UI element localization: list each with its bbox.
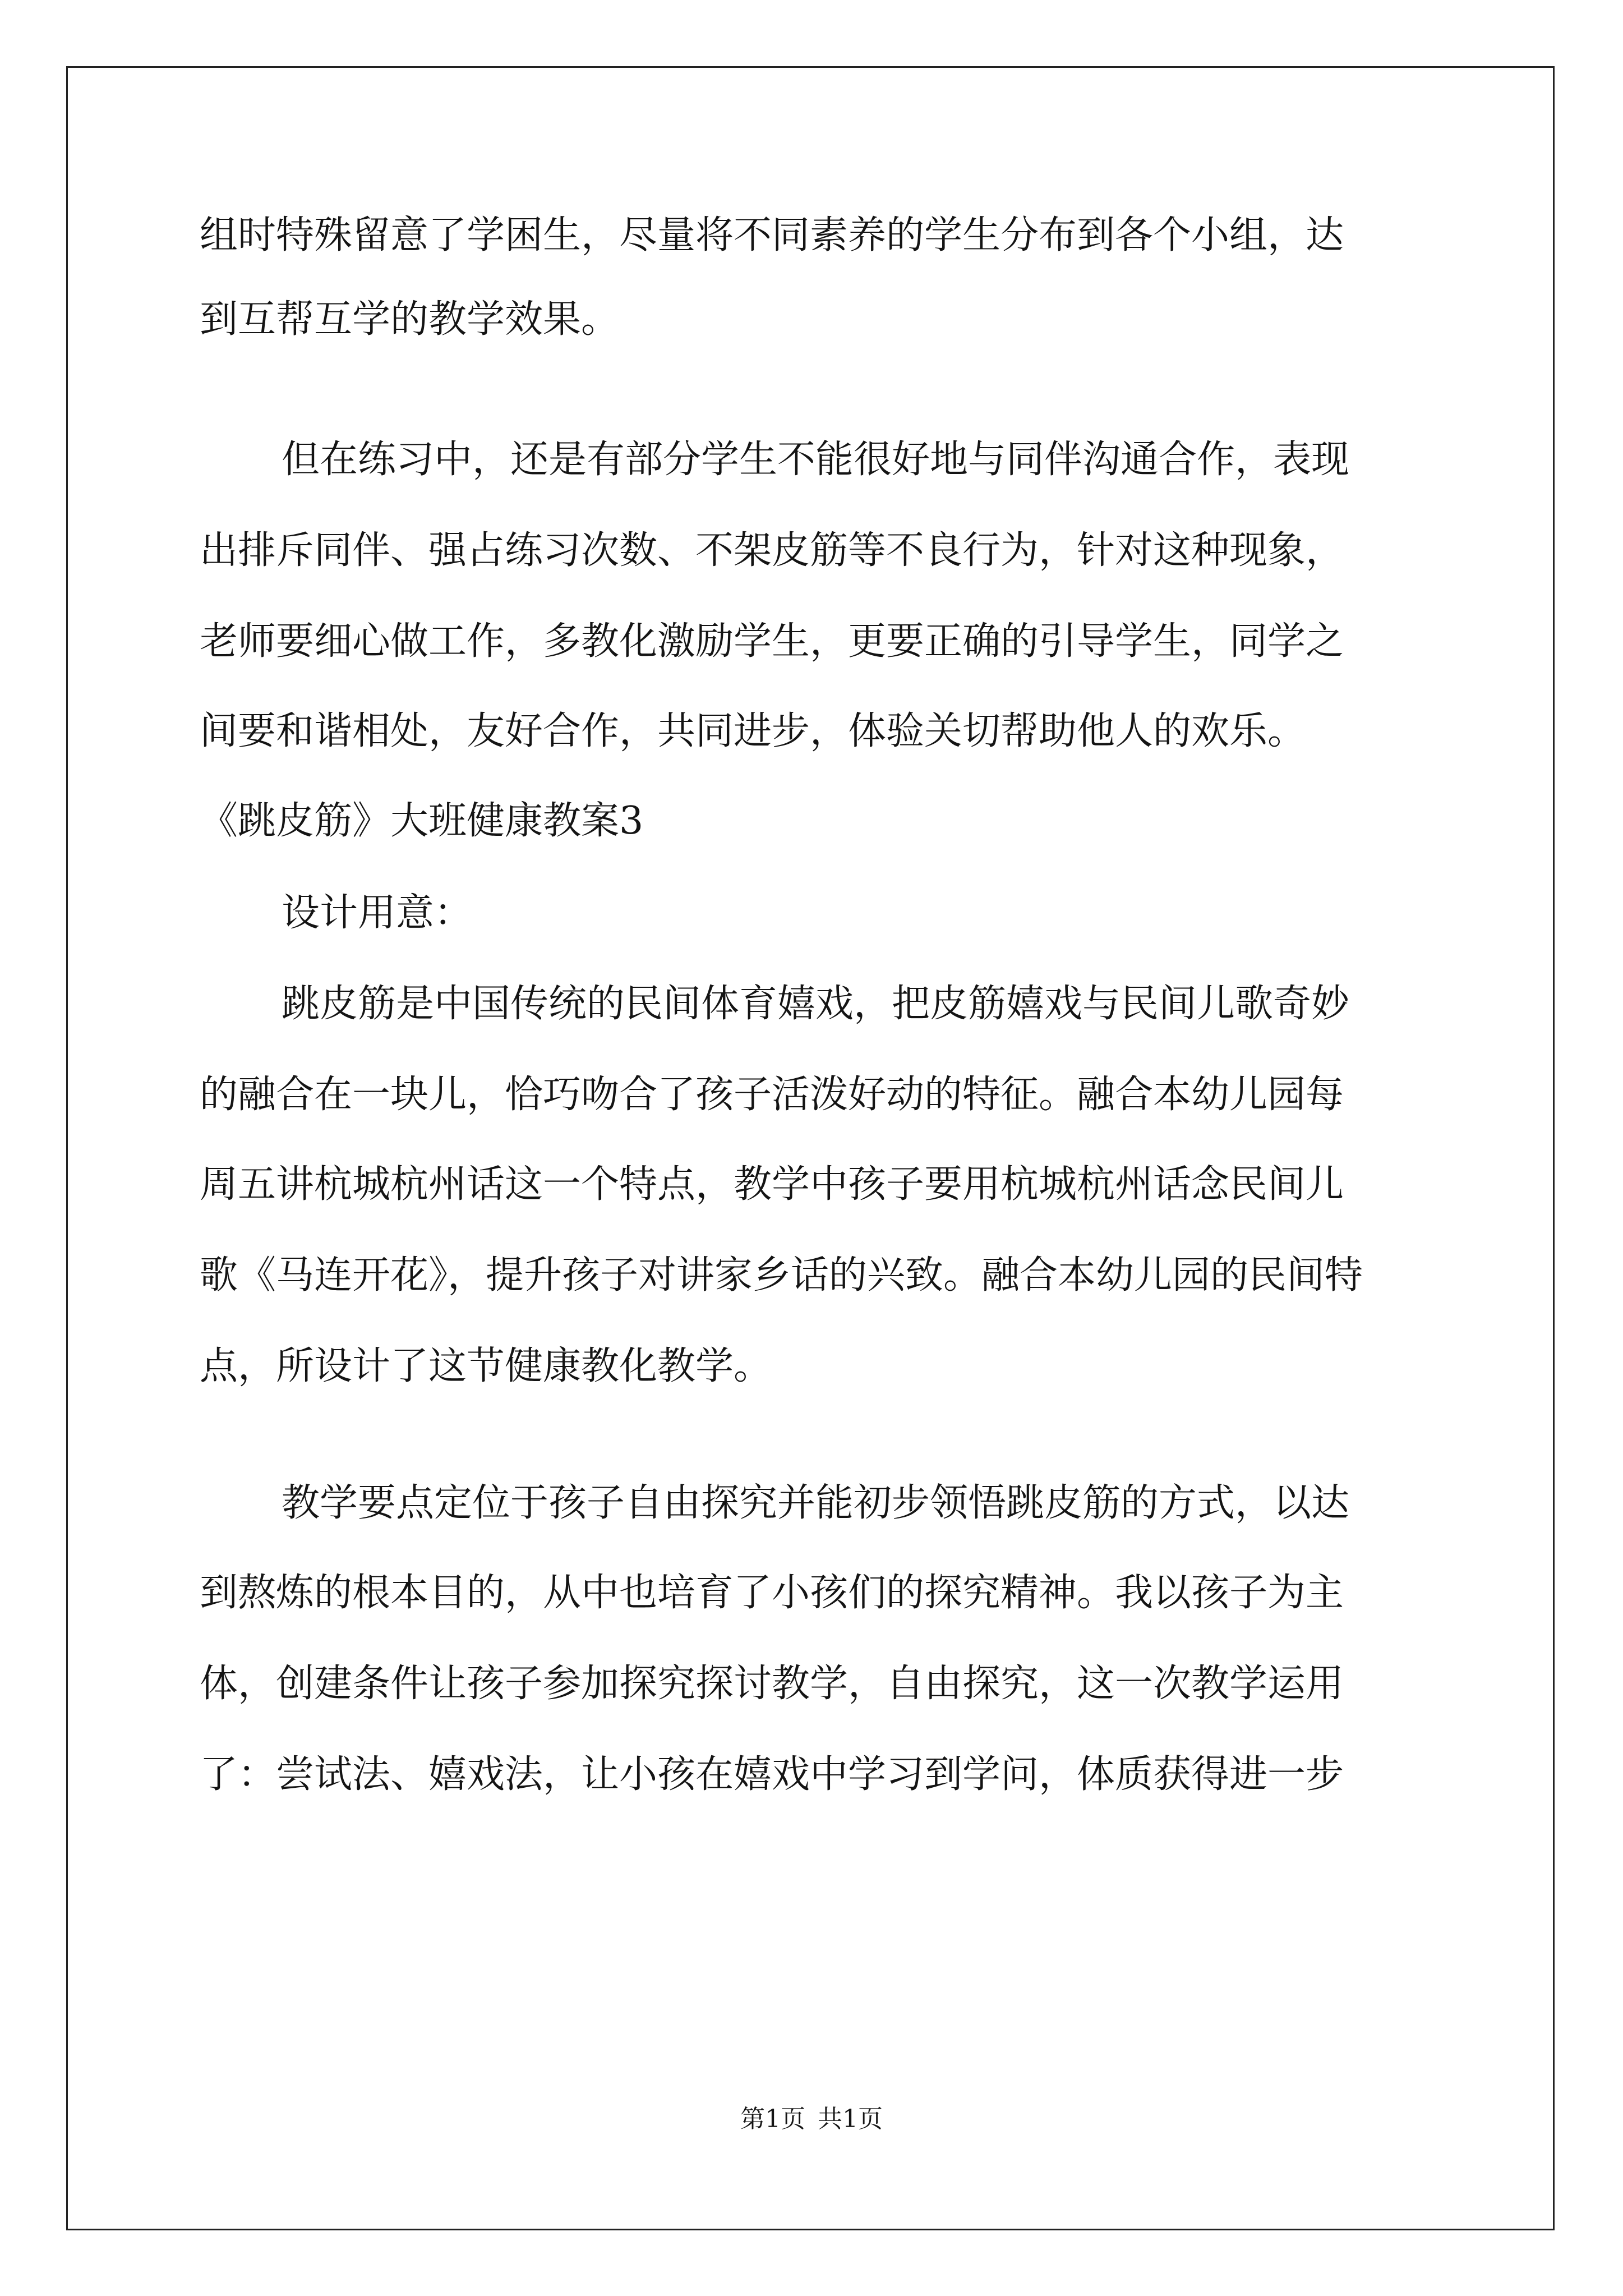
subheading-line: 设计用意： bbox=[282, 891, 473, 935]
text-line: 老师要细心做工作，多教化激励学生，更要正确的引导学生，同学之 bbox=[200, 619, 1344, 664]
text-line: 间要和谐相处，友好合作，共同进步，体验关切帮助他人的欢乐。 bbox=[200, 709, 1306, 753]
text-line: 周五讲杭城杭州话这一个特点，教学中孩子要用杭城杭州话念民间儿 bbox=[200, 1162, 1344, 1207]
page-number: 第1页 bbox=[740, 2105, 805, 2133]
text-line: 组时特殊留意了学困生，尽量将不同素养的学生分布到各个小组，达 bbox=[200, 213, 1344, 257]
text-line: 了：尝试法、嬉戏法，让小孩在嬉戏中学习到学问，体质获得进一步 bbox=[200, 1752, 1344, 1797]
text-line: 出排斥同伴、强占练习次数、不架皮筋等不良行为，针对这种现象， bbox=[200, 528, 1344, 573]
section-heading: 《跳皮筋》大班健康教案3 bbox=[200, 799, 644, 843]
text-line: 体，创建条件让孩子参加探究探讨教学，自由探究，这一次教学运用 bbox=[200, 1662, 1344, 1706]
page-border bbox=[66, 66, 1555, 2230]
page-footer bbox=[0, 2104, 1623, 2135]
text-line: 歌《马连开花》，提升孩子对讲家乡话的兴致。融合本幼儿园的民间特 bbox=[200, 1253, 1363, 1297]
text-line: 到熬炼的根本目的，从中也培育了小孩们的探究精神。我以孩子为主 bbox=[200, 1571, 1344, 1615]
text-line: 点，所设计了这节健康教化教学。 bbox=[200, 1344, 772, 1388]
text-line: 到互帮互学的教学效果。 bbox=[200, 297, 620, 342]
paragraph-start-line: 教学要点定位于孩子自由探究并能初步领悟跳皮筋的方式，以达 bbox=[282, 1481, 1350, 1525]
page-total: 共1页 bbox=[818, 2105, 883, 2133]
paragraph-start-line: 跳皮筋是中国传统的民间体育嬉戏，把皮筋嬉戏与民间儿歌奇妙 bbox=[282, 982, 1350, 1026]
text-line: 的融合在一块儿，恰巧吻合了孩子活泼好动的特征。融合本幼儿园每 bbox=[200, 1073, 1344, 1117]
paragraph-start-line: 但在练习中，还是有部分学生不能很好地与同伴沟通合作，表现 bbox=[282, 438, 1350, 482]
